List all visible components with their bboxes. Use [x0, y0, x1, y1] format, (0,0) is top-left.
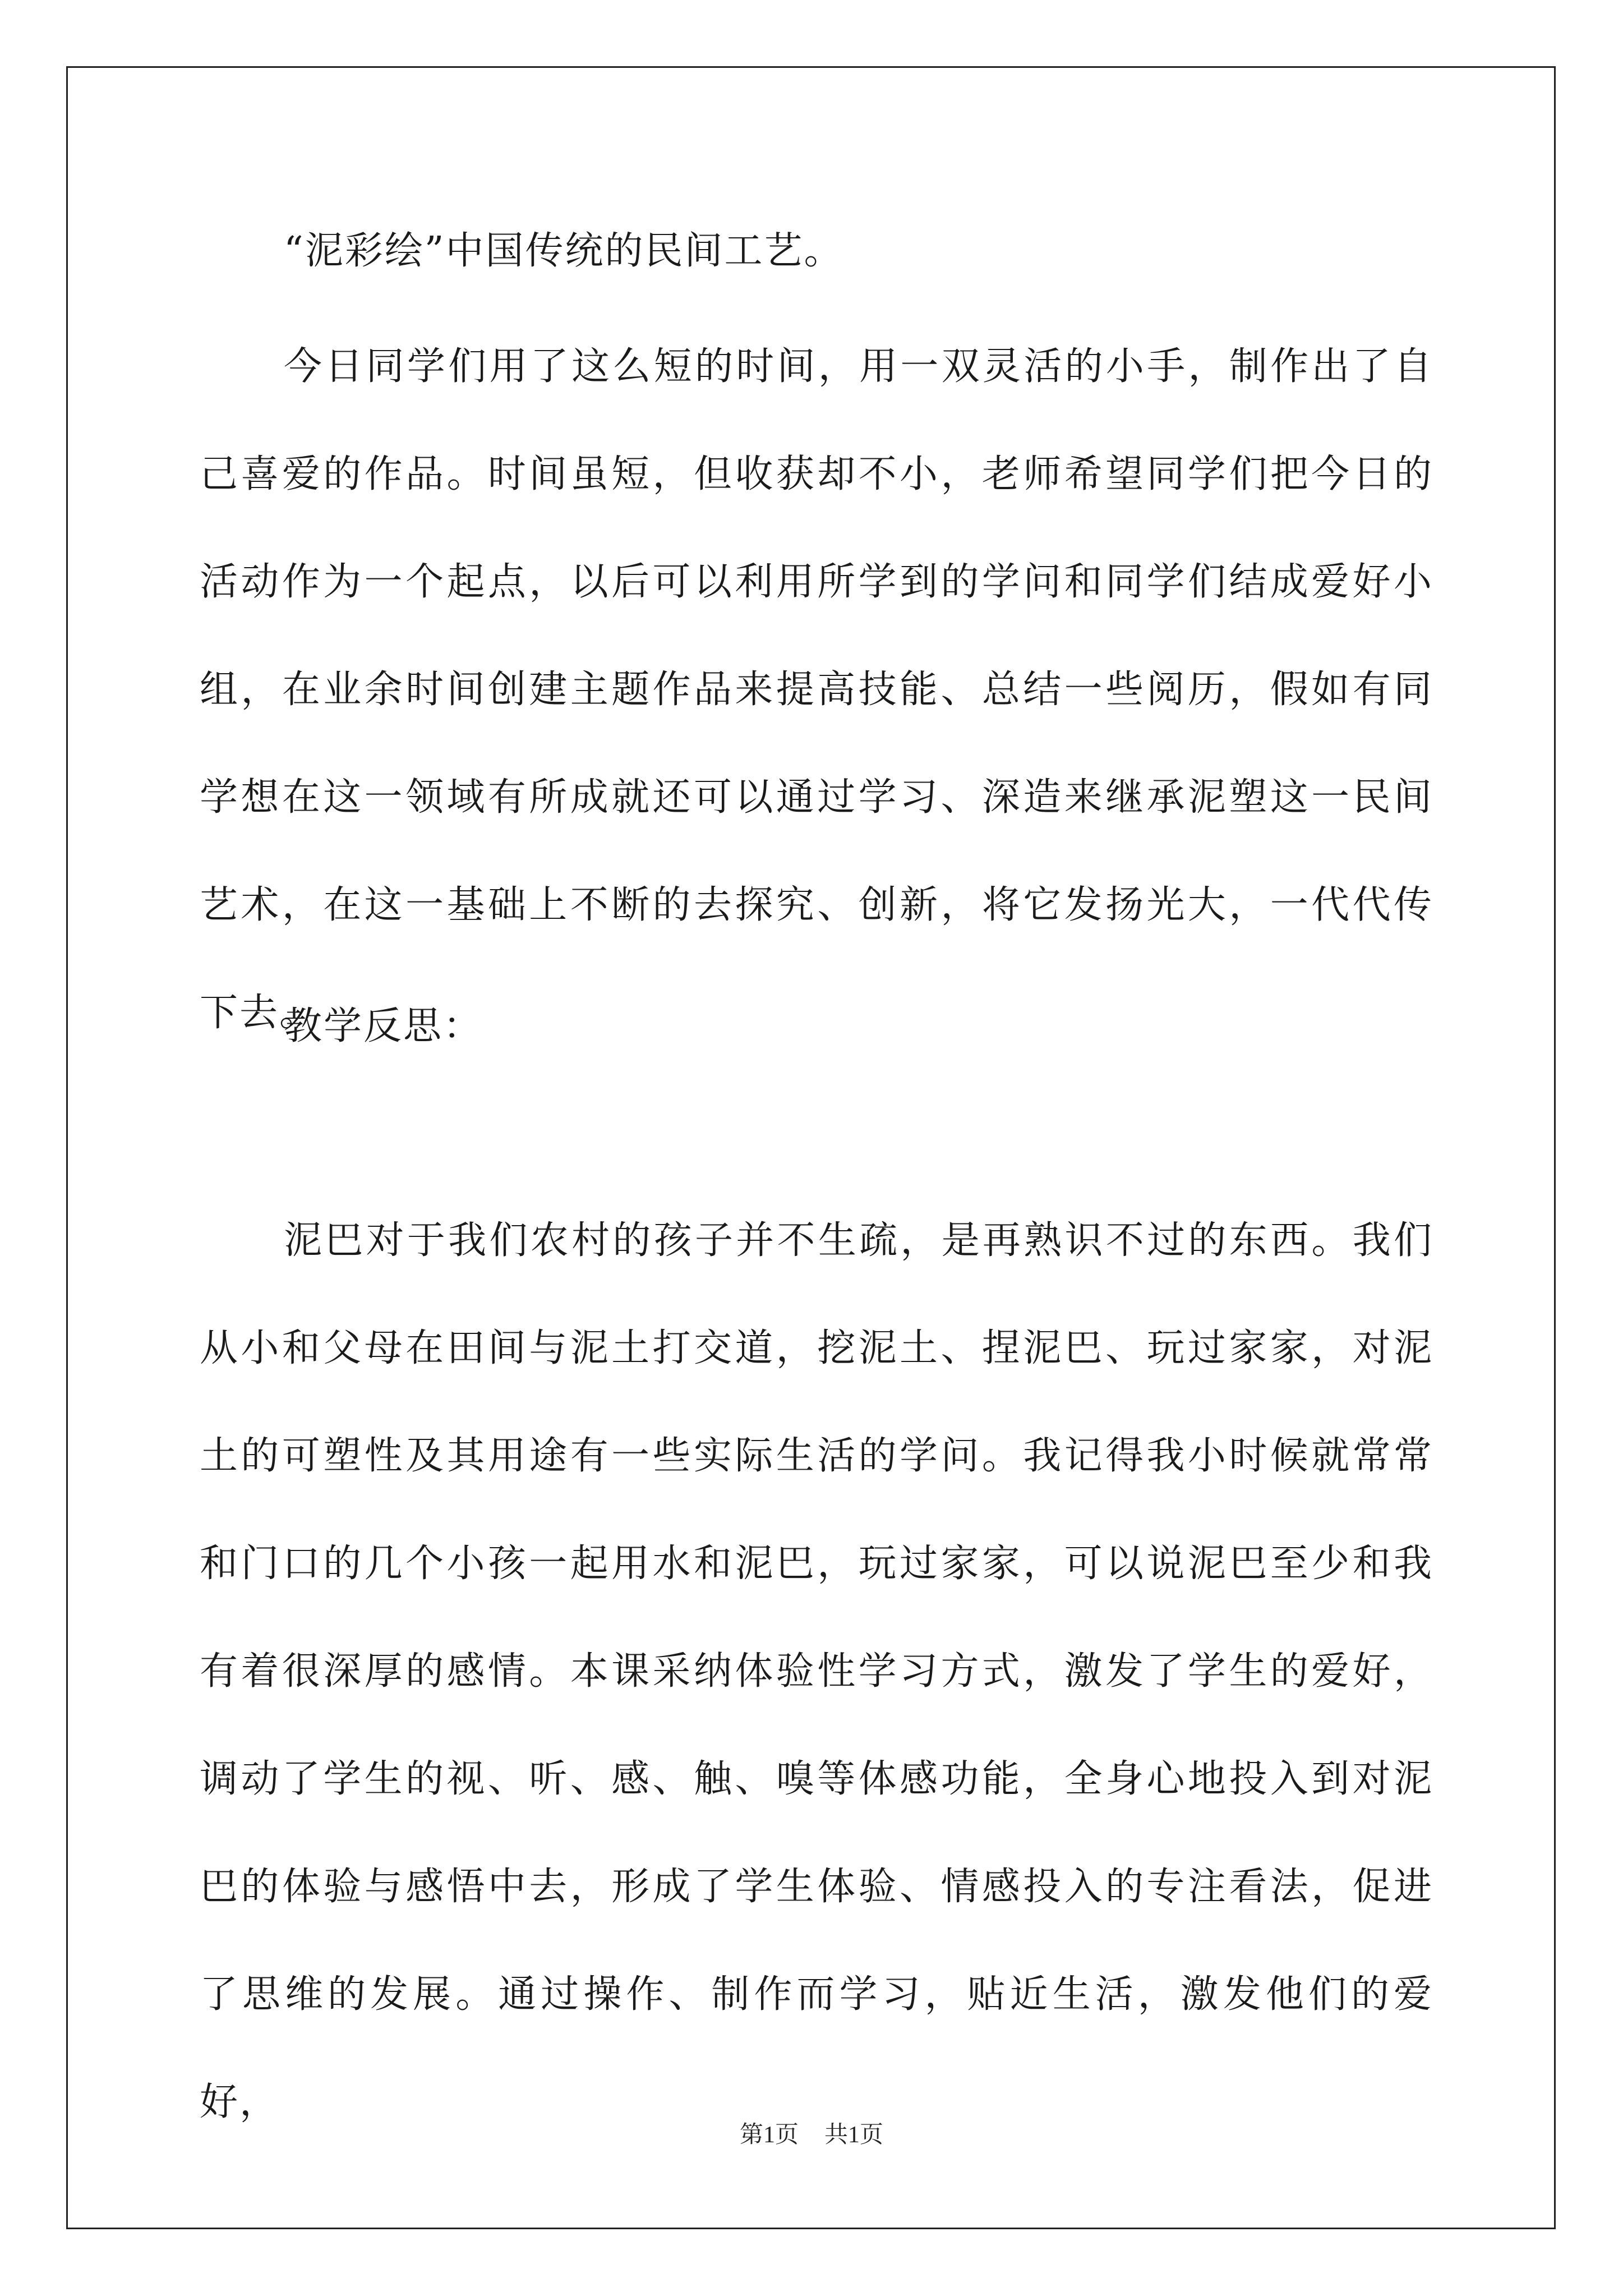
page-number-current: 第1页 [739, 2122, 799, 2148]
paragraph-intro: “泥彩绘”中国传统的民间工艺。 [284, 229, 844, 273]
page-number-total: 共1页 [824, 2122, 884, 2148]
section-heading-reflection: 教学反思： [284, 1004, 483, 1048]
paragraph-summary: 今日同学们用了这么短的时间，用一双灵活的小手，制作出了自己喜爱的作品。时间虽短，但收获却不小，老师希望同学们把今日的活动作为一个起点，以后可以利用所学到的学问和同学们结成爱好小组，在业余时间创建主题作品来提高技能、总结一些阅历，假如有同学想在这一领域有所成就还可以通过学习、深造来继承泥塑这一民间艺术，在这一基础上不断的去探究、创新，将它发扬光大，一代代传下去。 [200, 344, 1433, 1035]
paragraph-reflection: 泥巴对于我们农村的孩子并不生疏，是再熟识不过的东西。我们从小和父母在田间与泥土打交道，挖泥土、捏泥巴、玩过家家，对泥土的可塑性及其用途有一些实际生活的学问。我记得我小时候就常常和门口的几个小孩一起用水和泥巴，玩过家家，可以说泥巴至少和我有着很深厚的感情。本课采纳体验性学习方式，激发了学生的爱好，调动了学生的视、听、感、触、嗅等体感功能，全身心地投入到对泥巴的体验与感悟中去，形成了学生体验、情感投入的专注看法，促进了思维的发展。通过操作、制作而学习，贴近生活，激发他们的爱好， [200, 1218, 1433, 2124]
page-footer [0, 2116, 1623, 2150]
